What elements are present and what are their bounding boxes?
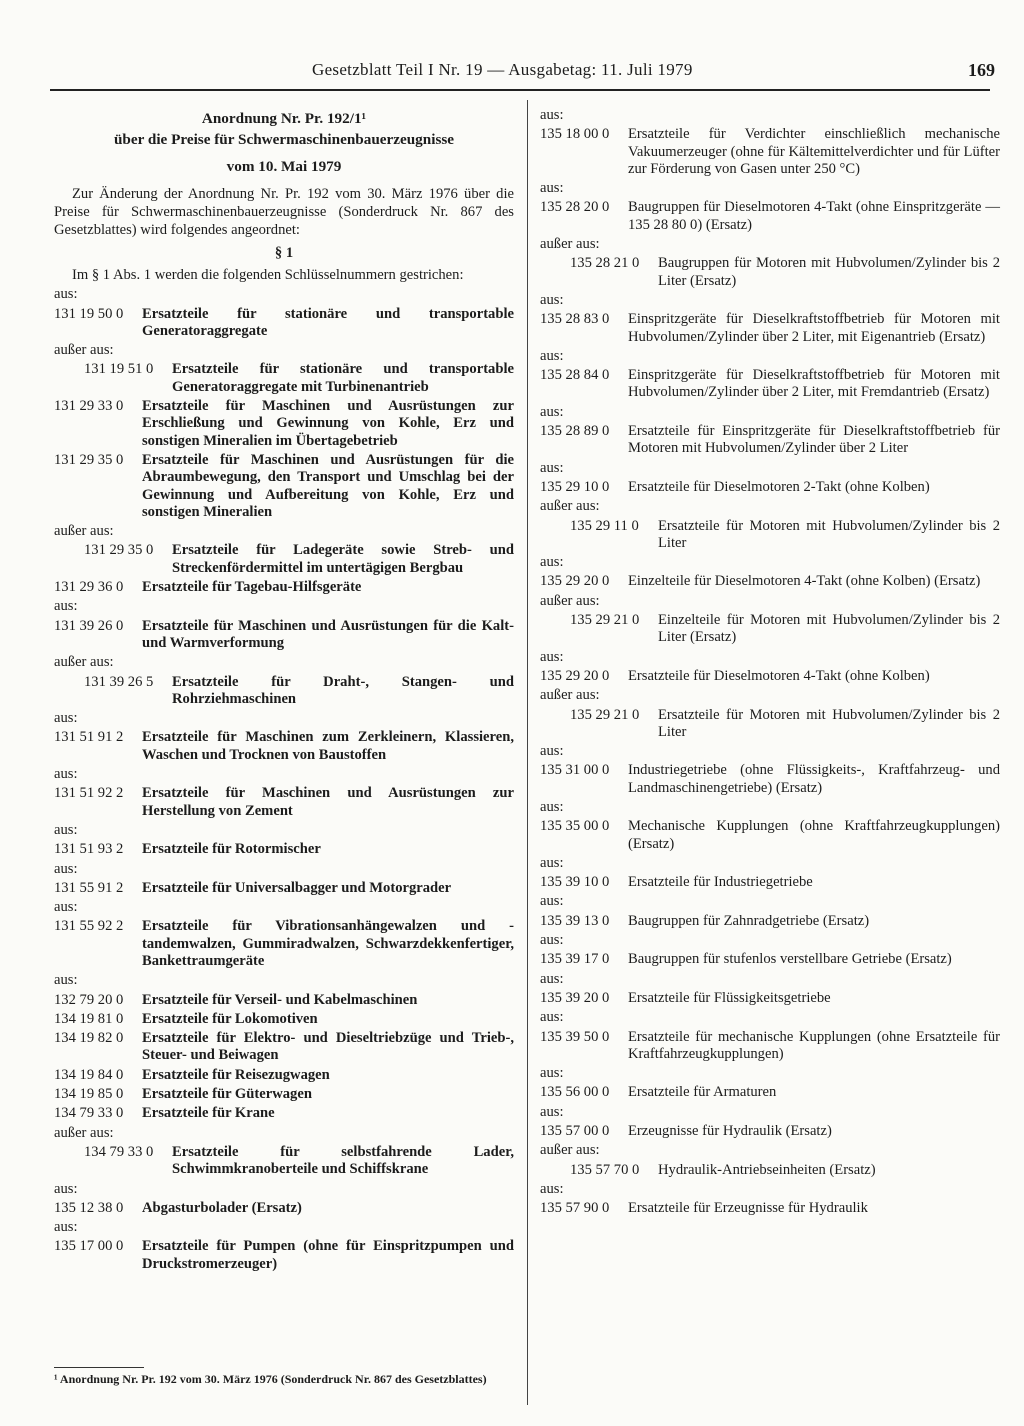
list-item	[54, 306, 514, 341]
list-label: aus:	[540, 970, 564, 987]
list-label: aus:	[540, 1009, 564, 1026]
item-description: Ersatzteile für Maschinen und Ausrüstungen für die Kalt- und Warmverformung	[142, 617, 514, 651]
key-number: 135 35 00 0	[540, 818, 610, 835]
key-number: 135 29 20 0	[540, 667, 610, 684]
key-number: 135 29 20 0	[540, 573, 610, 590]
left-entry-list	[54, 286, 514, 1273]
key-number: 131 51 91 2	[54, 729, 124, 746]
item-description: Ersatzteile für stationäre und transportable Generatoraggregate mit Turbinenantrieb	[172, 361, 514, 395]
list-item	[54, 398, 514, 450]
item-description: Ersatzteile für mechanische Kupplungen (ohne Ersatzteile für Kraftfahrzeugkupplungen)	[628, 1028, 1000, 1062]
key-number: 135 39 50 0	[540, 1028, 610, 1045]
list-label: aus:	[540, 403, 564, 420]
item-description: Ersatzteile für Tagebau-Hilfsgeräte	[142, 579, 362, 596]
key-number: 135 39 10 0	[540, 874, 610, 891]
item-description: Erzeugnisse für Hydraulik (Ersatz)	[628, 1123, 832, 1140]
list-label: aus:	[54, 710, 78, 727]
key-number: 131 29 35 0	[84, 542, 154, 559]
document-title	[54, 108, 514, 177]
list-item	[540, 818, 1000, 853]
list-item	[540, 1123, 1000, 1140]
list-item	[54, 1105, 514, 1122]
key-number: 131 39 26 0	[54, 617, 124, 634]
key-number: 132 79 20 0	[54, 991, 124, 1008]
item-description: Ersatzteile für Dieselmotoren 2-Takt (ohne Kolben)	[628, 478, 930, 495]
item-description: Ersatzteile für selbstfahrende Lader, Schwimmkranoberteile und Schiffskrane	[172, 1143, 514, 1178]
sub-entry	[540, 255, 1000, 290]
item-description: Ersatzteile für Pumpen (ohne für Einspritzpumpen und Druckstromerzeuger)	[142, 1238, 514, 1272]
item-description: Ersatzteile für Motoren mit Hubvolumen/Zylinder bis 2 Liter	[658, 706, 1000, 740]
item-description: Ersatzteile für Ladegeräte sowie Streb- und Streckenfördermittel im untertägigen Bergbau	[172, 542, 514, 576]
list-item	[54, 1011, 514, 1028]
list-label: aus:	[540, 291, 564, 308]
item-description: Ersatzteile für Erzeugnisse für Hydraulik	[628, 1200, 868, 1217]
item-description: Ersatzteile für Flüssigkeitsgetriebe	[628, 989, 831, 1006]
title-date: vom 10. Mai 1979	[226, 158, 342, 175]
list-item	[54, 1030, 514, 1065]
key-number: 135 31 00 0	[540, 762, 610, 779]
item-description: Ersatzteile für stationäre und transportable Generatoraggregate	[142, 305, 514, 339]
list-label: außer aus:	[540, 592, 600, 609]
left-column	[54, 108, 514, 1273]
list-item	[540, 762, 1000, 797]
list-label: außer aus:	[540, 236, 600, 253]
key-number: 135 57 90 0	[540, 1200, 610, 1217]
item-description: Ersatzteile für Maschinen und Ausrüstungen zur Herstellung von Zement	[142, 785, 514, 819]
page-header	[0, 60, 1024, 90]
item-description: Einspritzgeräte für Dieselkraftstoffbetrieb für Motoren mit Hubvolumen/Zylinder über 2 Liter, mit Eigenantrieb (Ersatz)	[628, 311, 1000, 345]
right-column	[540, 105, 1000, 1218]
list-item	[540, 311, 1000, 346]
key-number: 135 18 00 0	[540, 126, 610, 143]
list-label: aus:	[540, 854, 564, 871]
list-item	[54, 1238, 514, 1273]
key-number: 135 29 21 0	[570, 706, 640, 723]
column-divider	[527, 100, 528, 1405]
list-item	[540, 951, 1000, 968]
item-description: Hydraulik-Antriebseinheiten (Ersatz)	[658, 1161, 876, 1178]
list-label: aus:	[540, 107, 564, 123]
list-item	[54, 992, 514, 1009]
sub-entry	[540, 518, 1000, 553]
list-item	[540, 990, 1000, 1007]
list-label: aus:	[540, 798, 564, 815]
list-label: aus:	[54, 1219, 78, 1236]
list-label: aus:	[540, 932, 564, 949]
sub-entry	[54, 674, 514, 709]
header-rule	[50, 89, 990, 91]
sub-entry	[540, 707, 1000, 742]
list-label: aus:	[54, 766, 78, 783]
sub-entry	[54, 361, 514, 396]
key-number: 135 29 21 0	[570, 612, 640, 629]
key-number: 131 55 91 2	[54, 879, 124, 896]
item-description: Einzelteile für Dieselmotoren 4-Takt (ohne Kolben) (Ersatz)	[628, 573, 981, 590]
item-description: Mechanische Kupplungen (ohne Kraftfahrzeugkupplungen) (Ersatz)	[628, 818, 1000, 852]
sub-entry	[54, 542, 514, 577]
item-description: Ersatzteile für Vibrationsanhängewalzen und -tandemwalzen, Gummiradwalzen, Schwarzdekkenfertiger, Bankettraumgeräte	[142, 918, 514, 969]
list-item	[54, 841, 514, 858]
key-number: 135 17 00 0	[54, 1238, 124, 1255]
item-description: Abgasturbolader (Ersatz)	[142, 1199, 302, 1216]
key-number: 135 28 84 0	[540, 367, 610, 384]
key-number: 134 79 33 0	[54, 1105, 124, 1122]
list-label: außer aus:	[54, 654, 114, 671]
section-text: Im § 1 Abs. 1 werden die folgenden Schlüsselnummern gestrichen:	[72, 267, 464, 284]
list-label: aus:	[54, 972, 78, 989]
list-label: aus:	[540, 743, 564, 760]
key-number: 135 28 20 0	[540, 199, 610, 216]
list-item	[540, 668, 1000, 685]
list-item	[54, 1067, 514, 1084]
item-description: Ersatzteile für Dieselmotoren 4-Takt (ohne Kolben)	[628, 667, 930, 684]
list-label: aus:	[540, 1103, 564, 1120]
list-item	[54, 729, 514, 764]
item-description: Ersatzteile für Draht-, Stangen- und Rohrziehmaschinen	[172, 673, 514, 707]
key-number: 135 28 89 0	[540, 423, 610, 440]
page-number: 169	[968, 60, 995, 80]
section-heading: § 1	[274, 245, 294, 261]
list-label: aus:	[540, 893, 564, 910]
item-description: Ersatzteile für Industriegetriebe	[628, 874, 813, 891]
list-item	[540, 913, 1000, 930]
sub-entry	[540, 1162, 1000, 1179]
item-description: Ersatzteile für Elektro- und Dieseltriebzüge und Trieb-, Steuer- und Beiwagen	[142, 1030, 514, 1064]
key-number: 135 29 11 0	[570, 517, 639, 534]
item-description: Baugruppen für Motoren mit Hubvolumen/Zylinder bis 2 Liter (Ersatz)	[658, 255, 1000, 289]
item-description: Ersatzteile für Verseil- und Kabelmaschinen	[142, 991, 418, 1008]
item-description: Ersatzteile für Armaturen	[628, 1084, 777, 1101]
list-item	[54, 1200, 514, 1217]
key-number: 131 19 51 0	[84, 361, 154, 378]
item-description: Baugruppen für Dieselmotoren 4-Takt (ohne Einspritzgeräte — 135 28 80 0) (Ersatz)	[628, 199, 1000, 233]
key-number: 135 57 00 0	[540, 1123, 610, 1140]
list-item	[54, 618, 514, 653]
list-item	[54, 579, 514, 596]
key-number: 135 29 10 0	[540, 478, 610, 495]
list-label: außer aus:	[54, 1124, 114, 1141]
key-number: 131 51 92 2	[54, 785, 124, 802]
key-number: 135 39 17 0	[540, 951, 610, 968]
list-item	[540, 1200, 1000, 1217]
list-label: aus:	[540, 347, 564, 364]
item-description: Ersatzteile für Einspritzgeräte für Dieselkraftstoffbetrieb für Motoren mit Hubvolumen/Zylinder über 2 Liter	[628, 423, 1000, 457]
key-number: 135 12 38 0	[54, 1199, 124, 1216]
list-label: aus:	[540, 554, 564, 571]
list-label: aus:	[540, 180, 564, 197]
list-item	[540, 573, 1000, 590]
list-label: aus:	[540, 1180, 564, 1197]
list-label: außer aus:	[54, 523, 114, 540]
right-entry-list	[540, 107, 1000, 1218]
list-item	[540, 1084, 1000, 1101]
title-line-1: Anordnung Nr. Pr. 192/1¹	[201, 110, 367, 127]
list-item	[540, 479, 1000, 496]
sub-entry	[54, 1144, 514, 1179]
item-description: Ersatzteile für Reisezugwagen	[142, 1066, 330, 1083]
list-label: aus:	[54, 899, 78, 916]
list-item	[540, 367, 1000, 402]
list-label: aus:	[54, 598, 78, 615]
list-label: aus:	[540, 459, 564, 476]
key-number: 135 28 83 0	[540, 311, 610, 328]
list-label: außer aus:	[540, 498, 600, 515]
key-number: 134 19 84 0	[54, 1066, 124, 1083]
list-label: aus:	[54, 1180, 78, 1197]
key-number: 135 39 13 0	[540, 912, 610, 929]
item-description: Baugruppen für stufenlos verstellbare Getriebe (Ersatz)	[628, 951, 952, 968]
list-item	[540, 874, 1000, 891]
list-item	[540, 423, 1000, 458]
list-label: aus:	[540, 648, 564, 665]
item-description: Einspritzgeräte für Dieselkraftstoffbetrieb für Motoren mit Hubvolumen/Zylinder über 2 Liter, mit Fremdantrieb (Ersatz)	[628, 367, 1000, 401]
key-number: 134 19 85 0	[54, 1086, 124, 1103]
item-description: Ersatzteile für Universalbagger und Motorgrader	[142, 879, 452, 896]
key-number: 135 57 70 0	[570, 1161, 640, 1178]
footnote: ¹ Anordnung Nr. Pr. 192 vom 30. März 1976 (Sonderdruck Nr. 867 des Gesetzblattes)	[54, 1372, 487, 1386]
list-item	[54, 880, 514, 897]
list-item	[54, 785, 514, 820]
list-item	[540, 126, 1000, 178]
item-description: Ersatzteile für Rotormischer	[142, 841, 321, 858]
item-description: Ersatzteile für Verdichter einschließlich mechanische Vakuumerzeuger (ohne für Kältemittelverdichter und für Lüfter zur Förderung von Gasen unter 250 °C)	[628, 126, 1000, 177]
list-item	[54, 1086, 514, 1103]
key-number: 131 39 26 5	[84, 673, 154, 690]
item-description: Ersatzteile für Güterwagen	[142, 1086, 312, 1103]
footnote-rule	[54, 1367, 144, 1368]
key-number: 131 29 35 0	[54, 451, 124, 468]
list-item	[54, 918, 514, 970]
key-number: 135 28 21 0	[570, 255, 640, 272]
sub-entry	[540, 612, 1000, 647]
list-label: außer aus:	[54, 342, 114, 359]
key-number: 131 51 93 2	[54, 841, 124, 858]
item-description: Industriegetriebe (ohne Flüssigkeits-, Kraftfahrzeug- und Landmaschinengetriebe) (Ersatz)	[628, 762, 1000, 796]
item-description: Ersatzteile für Maschinen und Ausrüstungen zur Erschließung und Gewinnung von Kohle, Erz und sonstigen Mineralien im Übertagebetrieb	[142, 398, 514, 449]
list-item	[54, 452, 514, 521]
item-description: Einzelteile für Motoren mit Hubvolumen/Zylinder bis 2 Liter (Ersatz)	[658, 612, 1000, 646]
key-number: 131 55 92 2	[54, 918, 124, 935]
item-description: Ersatzteile für Lokomotiven	[142, 1010, 318, 1027]
key-number: 134 79 33 0	[84, 1143, 154, 1160]
item-description: Ersatzteile für Maschinen und Ausrüstungen für die Abraumbewegung, den Transport und Umschlag bei der Gewinnung und Aufbereitung von Kohle, Erz und sonstigen Mineralien	[142, 451, 514, 520]
key-number: 135 39 20 0	[540, 989, 610, 1006]
item-description: Ersatzteile für Motoren mit Hubvolumen/Zylinder bis 2 Liter	[658, 517, 1000, 551]
key-number: 131 29 36 0	[54, 579, 124, 596]
title-line-2: über die Preise für Schwermaschinenbauerzeugnisse	[113, 131, 455, 148]
list-label: außer aus:	[540, 687, 600, 704]
item-description: Baugruppen für Zahnradgetriebe (Ersatz)	[628, 912, 870, 929]
intro-paragraph: Zur Änderung der Anordnung Nr. Pr. 192 vom 30. März 1976 über die Preise für Schwermaschinenbauerzeugnisse (Sonderdruck Nr. 867 des Gesetzblattes) wird folgendes angeordnet:	[54, 186, 514, 238]
header-title: Gesetzblatt Teil I Nr. 19 — Ausgabetag: 11. Juli 1979	[312, 60, 693, 79]
list-label: aus:	[54, 821, 78, 838]
item-description: Ersatzteile für Maschinen zum Zerkleinern, Klassieren, Waschen und Trocknen von Baustoffen	[142, 729, 514, 763]
list-item	[540, 1029, 1000, 1064]
list-label: aus:	[54, 860, 78, 877]
list-label: außer aus:	[540, 1142, 600, 1159]
key-number: 134 19 81 0	[54, 1010, 124, 1027]
item-description: Ersatzteile für Krane	[142, 1105, 275, 1122]
key-number: 134 19 82 0	[54, 1030, 124, 1047]
key-number: 135 56 00 0	[540, 1084, 610, 1101]
list-label: aus:	[54, 286, 78, 303]
list-label: aus:	[540, 1065, 564, 1082]
list-item	[540, 199, 1000, 234]
key-number: 131 19 50 0	[54, 305, 124, 322]
key-number: 131 29 33 0	[54, 398, 124, 415]
